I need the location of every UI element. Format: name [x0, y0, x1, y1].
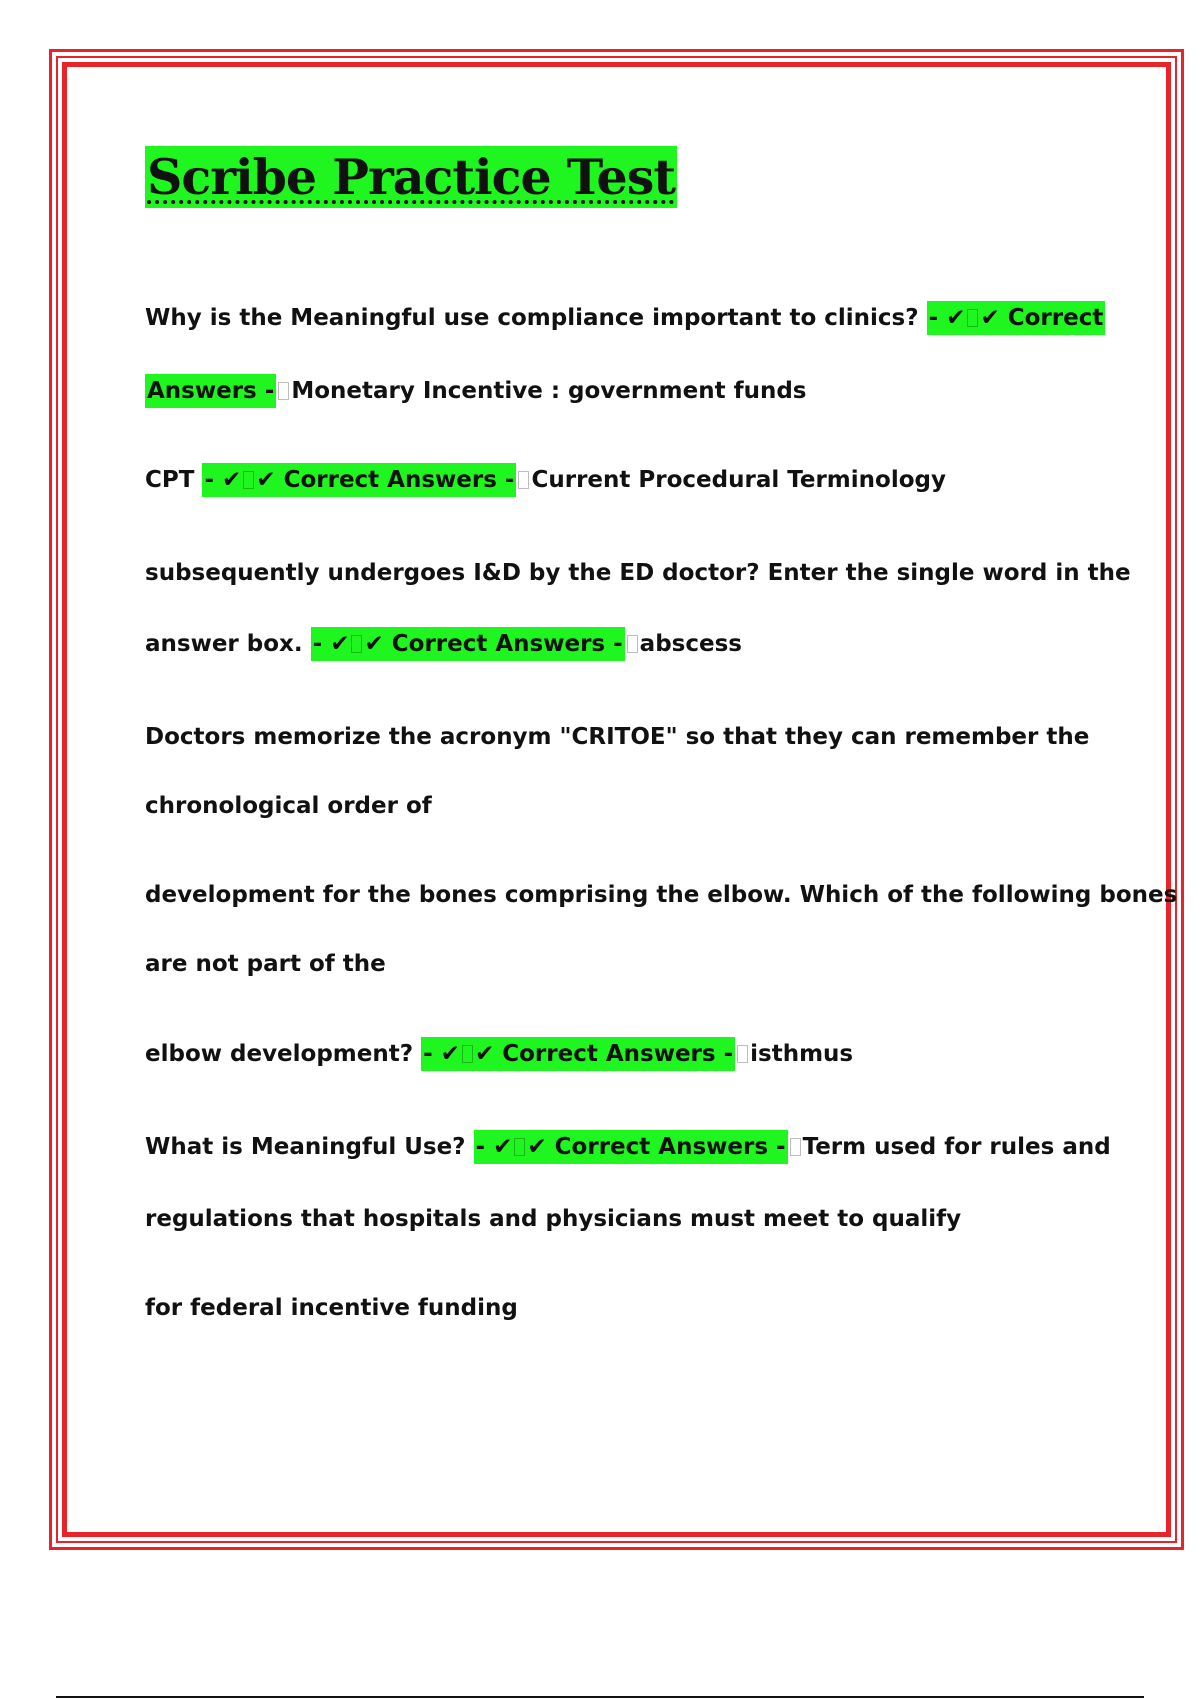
missing-glyph-box — [243, 471, 254, 489]
missing-glyph-box — [278, 382, 289, 400]
missing-glyph-box — [790, 1138, 801, 1156]
answer-4-text: isthmus — [750, 1041, 854, 1067]
answer-2-text: Current Procedural Terminology — [531, 467, 946, 493]
correct-answer-marker: - ✔ ✔ Correct — [927, 301, 1106, 335]
answer-3-text: abscess — [639, 631, 742, 657]
footer-rule — [56, 1696, 1144, 1698]
missing-glyph-box — [627, 635, 638, 653]
missing-glyph-box — [351, 635, 362, 653]
missing-glyph-box — [518, 471, 529, 489]
missing-glyph-box — [514, 1138, 525, 1156]
question-4-line-4: are not part of the — [145, 951, 386, 977]
question-5-text: What is Meaningful Use? — [145, 1134, 466, 1160]
question-1-line — [145, 298, 1105, 338]
correct-answer-marker-continued: Answers - — [145, 374, 276, 408]
correct-answer-marker: - ✔ ✔ Correct Answers - — [474, 1130, 788, 1164]
correct-answer-marker: - ✔ ✔ Correct Answers - — [311, 627, 625, 661]
question-4-line-1: Doctors memorize the acronym "CRITOE" so that they can remember the — [145, 724, 1090, 750]
question-2-text: CPT — [145, 467, 195, 493]
question-4-line-3: development for the bones comprising the elbow. Which of the following bones — [145, 882, 1178, 908]
question-1-text: Why is the Meaningful use compliance important to clinics? — [145, 305, 919, 331]
question-2-line — [145, 460, 946, 500]
answer-1-text: Monetary Incentive : government funds — [291, 378, 807, 404]
question-4-line-2: chronological order of — [145, 793, 432, 819]
question-3-line-2 — [145, 624, 742, 664]
question-4-line-5 — [145, 1034, 853, 1074]
correct-answer-marker: - ✔ ✔ Correct Answers - — [421, 1037, 735, 1071]
question-4-text: elbow development? — [145, 1041, 414, 1067]
answer-5-text: Term used for rules and — [802, 1134, 1111, 1160]
answer-5-line-2: regulations that hospitals and physicians must meet to qualify — [145, 1206, 962, 1232]
question-3-text: answer box. — [145, 631, 303, 657]
question-5-line — [145, 1127, 1111, 1167]
answer-1-line — [145, 371, 806, 411]
answer-5-line-3: for federal incentive funding — [145, 1295, 518, 1321]
missing-glyph-box — [967, 309, 978, 327]
document-title: Scribe Practice Test — [147, 148, 675, 206]
question-3-line-1: subsequently undergoes I&D by the ED doctor? Enter the single word in the — [145, 560, 1131, 586]
missing-glyph-box — [737, 1045, 748, 1063]
missing-glyph-box — [462, 1045, 473, 1063]
correct-answer-marker: - ✔ ✔ Correct Answers - — [202, 463, 516, 497]
